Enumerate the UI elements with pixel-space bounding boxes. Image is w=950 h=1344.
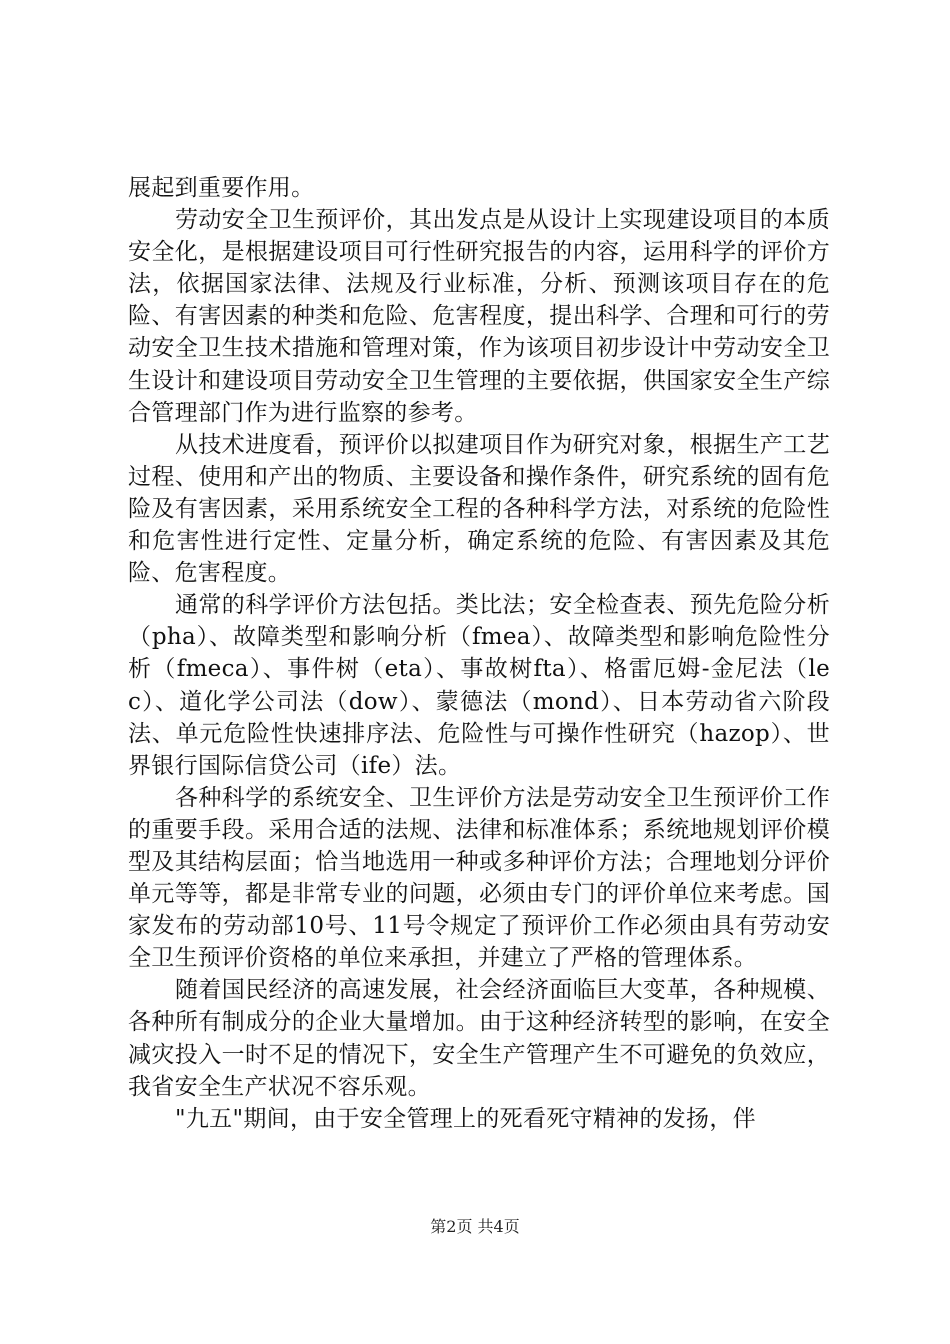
paragraph-technical-progress: 从技术进度看，预评价以拟建项目作为研究对象，根据生产工艺过程、使用和产出的物质、主要设备和操作条件，研究系统的固有危险及有害因素，采用系统安全工程的各种科学方法，对系统的危险性和危害性进行定性、定量分析，确定系统的危险、有害因素及其危险、危害程度。 <box>128 431 830 587</box>
paragraph-methods-importance: 各种科学的系统安全、卫生评价方法是劳动安全卫生预评价工作的重要手段。采用合适的法规、法律和标准体系；系统地规划评价模型及其结构层面；恰当地选用一种或多种评价方法；合理地划分评价单元等等，都是非常专业的问题，必须由专门的评价单位来考虑。国家发布的劳动部10号、11号令规定了预评价工作必须由具有劳动安全卫生预评价资格的单位来承担，并建立了严格的管理体系。 <box>128 784 830 972</box>
document-body <box>128 172 830 1135</box>
paragraph-evaluation-methods: 通常的科学评价方法包括。类比法；安全检查表、预先危险分析（pha）、故障类型和影响分析（fmea）、故障类型和影响危险性分析（fmeca）、事件树（eta）、事故树fta）、格雷厄姆-金尼法（lec）、道化学公司法（dow）、蒙德法（mond）、日本劳动省六阶段法、单元危险性快速排序法、危险性与可操作性研究（hazop）、世界银行国际信贷公司（ife）法。 <box>128 592 830 779</box>
paragraph-preassessment-purpose: 劳动安全卫生预评价，其出发点是从设计上实现建设项目的本质安全化，是根据建设项目可行性研究报告的内容，运用科学的评价方法，依据国家法律、法规及行业标准，分析、预测该项目存在的危险、有害因素的种类和危险、危害程度，提出科学、合理和可行的劳动安全卫生技术措施和管理对策，作为该项目初步设计中劳动安全卫生设计和建设项目劳动安全卫生管理的主要依据，供国家安全生产综合管理部门作为进行监察的参考。 <box>128 207 830 426</box>
paragraph-economic-development: 随着国民经济的高速发展，社会经济面临巨大变革，各种规模、各种所有制成分的企业大量增加。由于这种经济转型的影响，在安全减灾投入一时不足的情况下，安全生产管理产生不可避免的负效应，我省安全生产状况不容乐观。 <box>128 977 830 1100</box>
paragraph-continuation: 展起到重要作用。 <box>128 175 315 201</box>
page-number-footer: 第2页 共4页 <box>430 1217 520 1236</box>
paragraph-ninth-five-year: "九五"期间，由于安全管理上的死看死守精神的发扬，伴 <box>175 1105 756 1132</box>
